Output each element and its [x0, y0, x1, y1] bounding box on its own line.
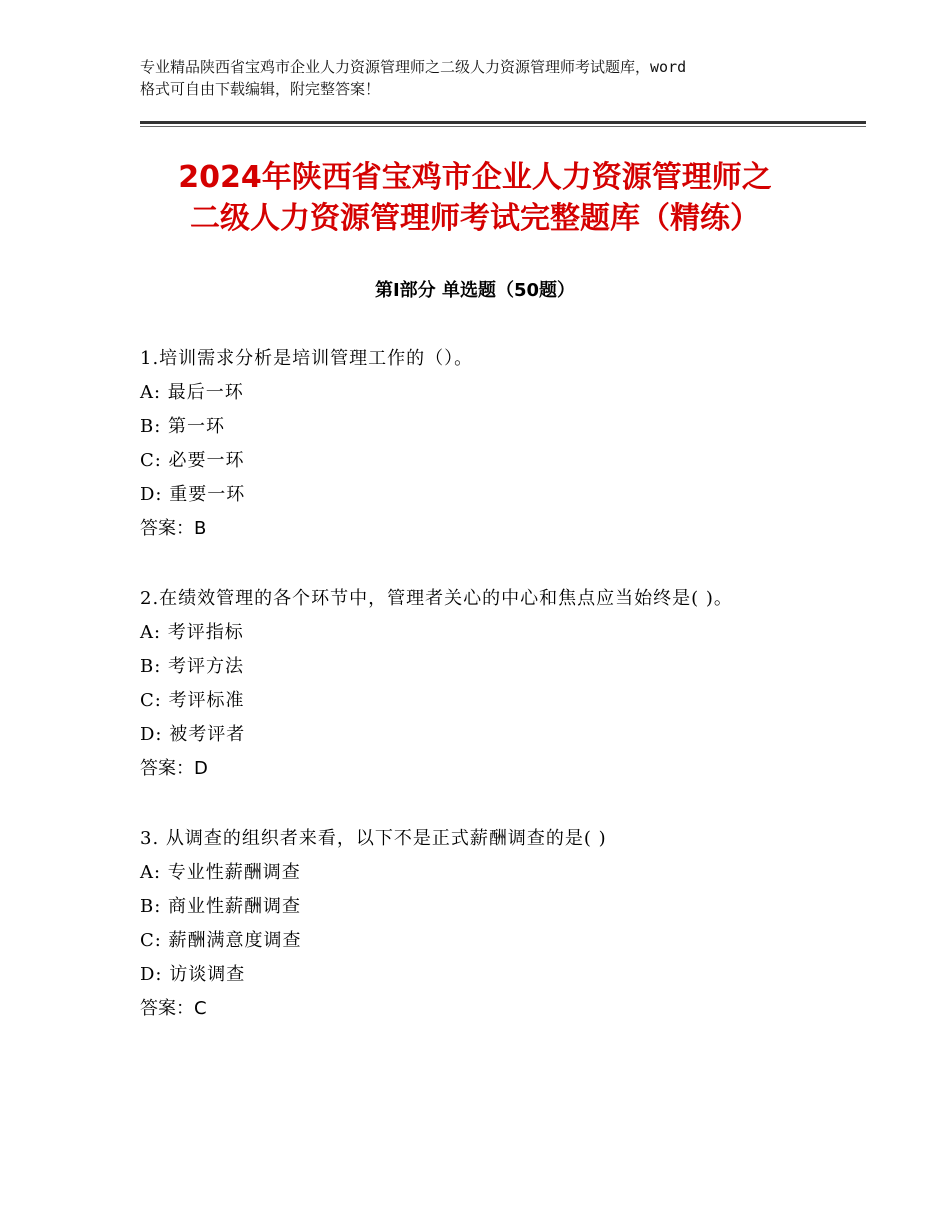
option-d: D: 访谈调查: [140, 964, 246, 985]
option-b: B: 商业性薪酬调查: [140, 896, 302, 917]
option-c: C: 薪酬满意度调查: [140, 930, 302, 951]
question-list: [140, 342, 830, 1062]
document-title-line-1: 2024年陕西省宝鸡市企业人力资源管理师之: [178, 160, 772, 195]
option-b: B: 第一环: [140, 416, 226, 437]
option-c: C: 必要一环: [140, 450, 245, 471]
answer: 答案：D: [140, 758, 208, 779]
option-a: A: 最后一环: [140, 382, 244, 403]
option-d: D: 重要一环: [140, 484, 246, 505]
section-title: 第Ⅰ部分 单选题（50题）: [374, 280, 575, 301]
document-title: [100, 157, 850, 239]
option-c: C: 考评标准: [140, 690, 245, 711]
header-rule-thick: [140, 121, 866, 124]
question-2: [140, 582, 830, 786]
option-a: A: 专业性薪酬调查: [140, 862, 301, 883]
question-stem: 2.在绩效管理的各个环节中，管理者关心的中心和焦点应当始终是( )。: [140, 588, 733, 609]
option-d: D: 被考评者: [140, 724, 246, 745]
question-1: [140, 342, 830, 546]
option-b: B: 考评方法: [140, 656, 245, 677]
answer: 答案：B: [140, 518, 207, 539]
header-rule-thin: [140, 126, 866, 127]
question-3: [140, 822, 830, 1026]
header-note: [140, 56, 830, 100]
header-note-line-2: 格式可自由下载编辑，附完整答案！: [140, 80, 381, 98]
question-stem: 3. 从调查的组织者来看，以下不是正式薪酬调查的是( ): [140, 828, 607, 849]
document-title-line-2: 二级人力资源管理师考试完整题库（精练）: [190, 201, 760, 236]
header-note-line-1: 专业精品陕西省宝鸡市企业人力资源管理师之二级人力资源管理师考试题库，word: [140, 58, 687, 76]
answer: 答案：C: [140, 998, 207, 1019]
option-a: A: 考评指标: [140, 622, 244, 643]
question-stem: 1.培训需求分析是培训管理工作的（）。: [140, 348, 474, 369]
